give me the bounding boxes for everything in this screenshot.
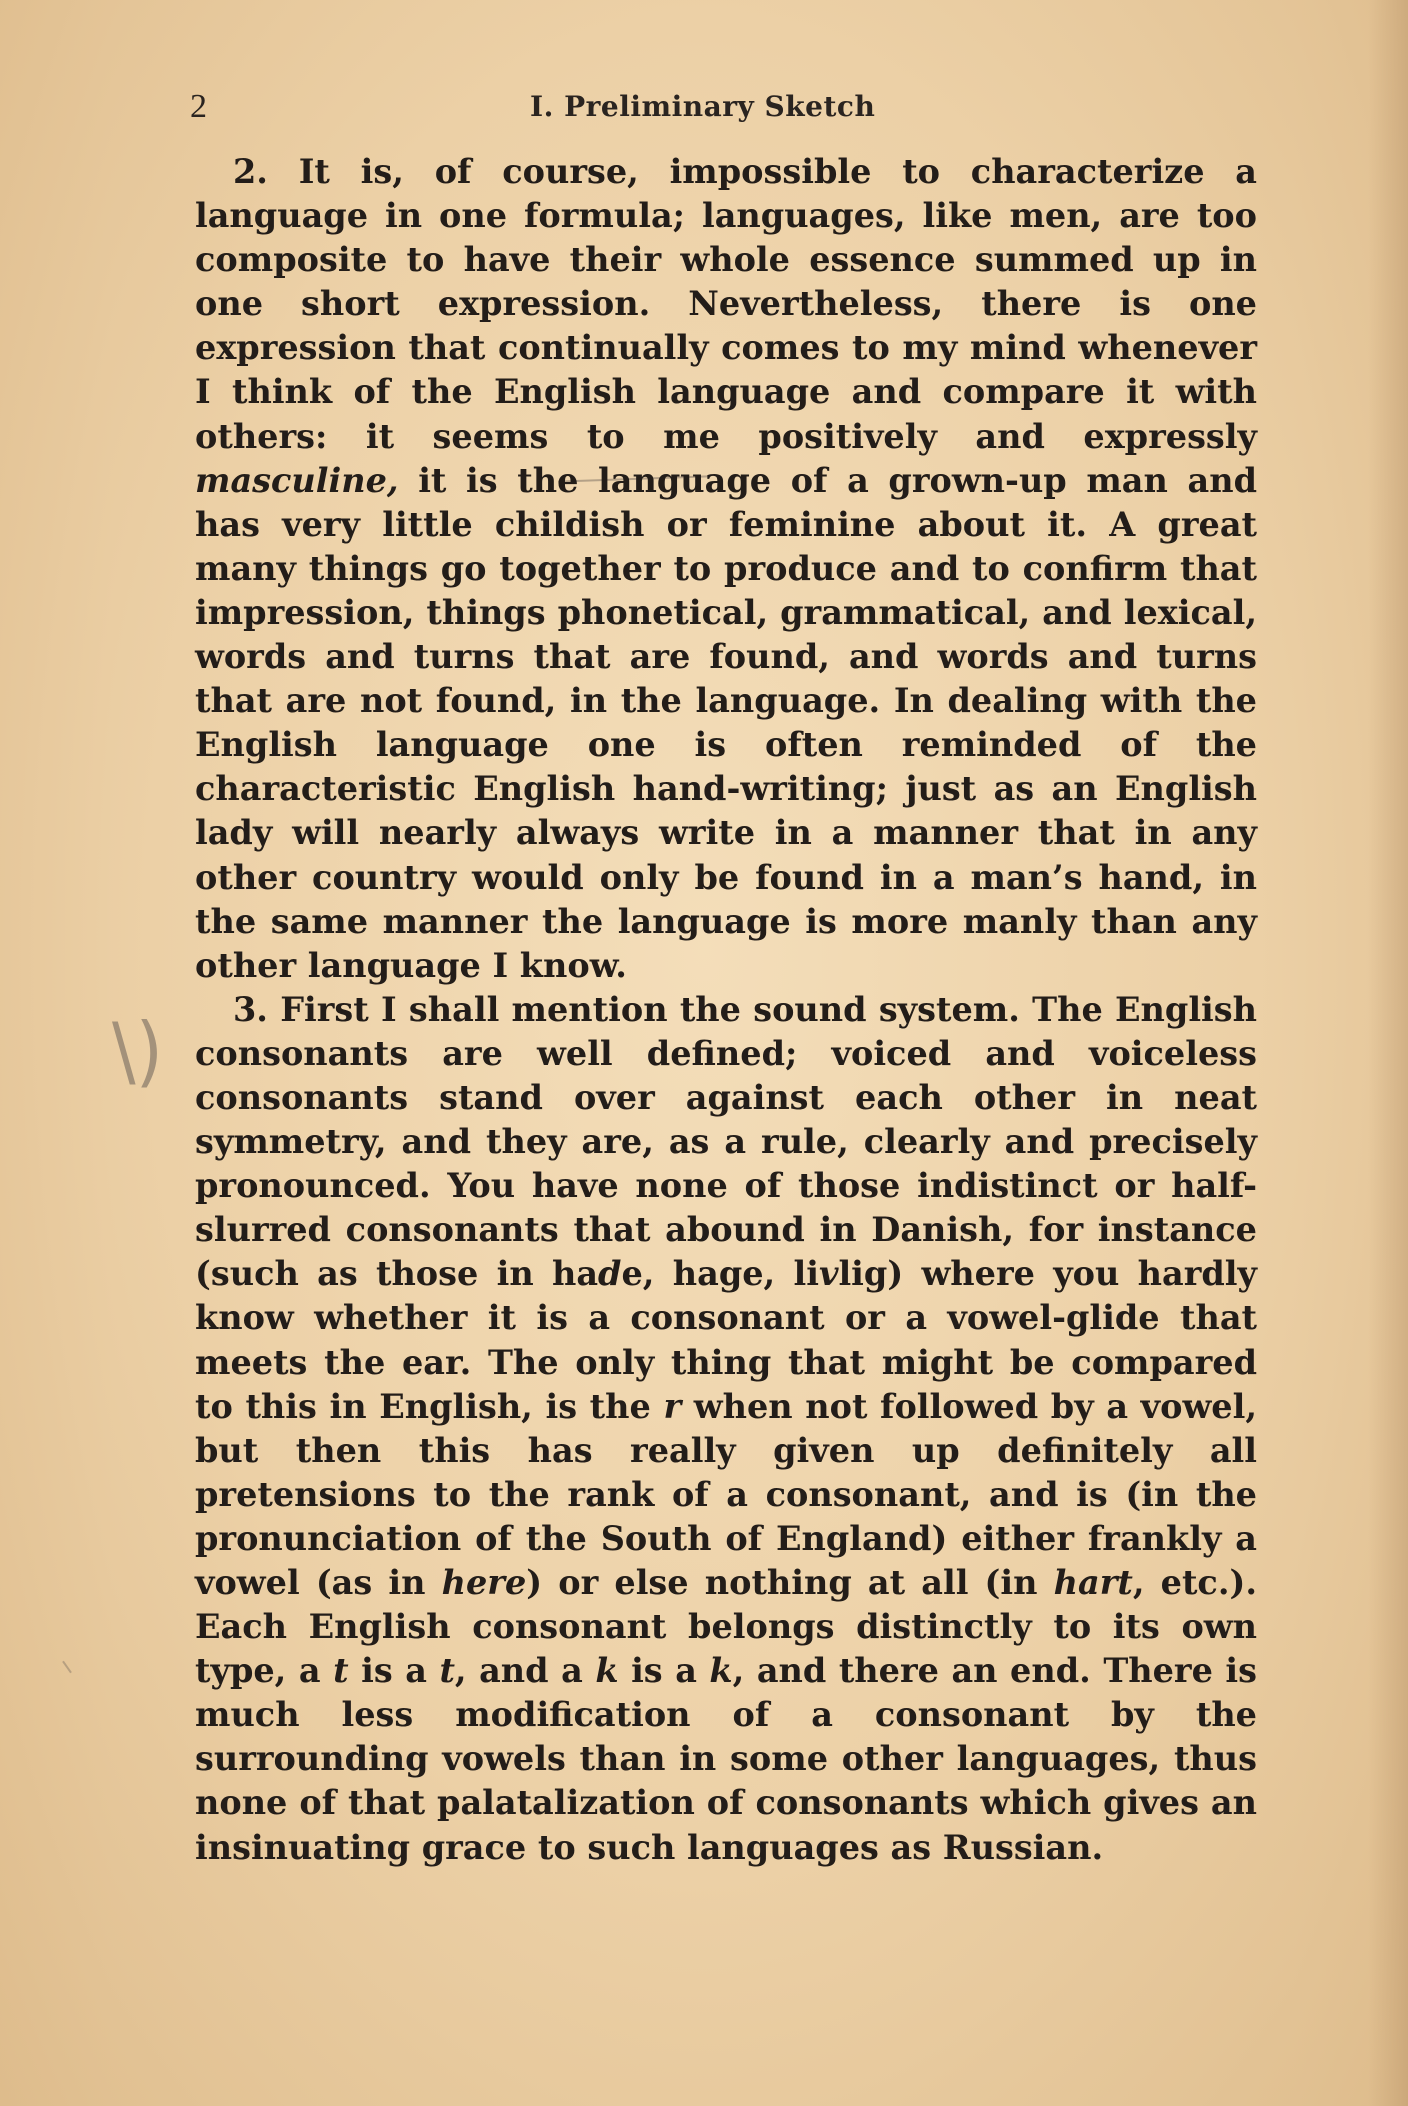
paragraph-text: First I shall mention the sound system. The English consonants are well defined; voiced and voiceless consonants stand over against each other in neat symmetry, and they are, as a rule, clearly and precisely pronounced. You have none of those indistinct or half-slurred consonants that abound in Danish, for instance (such as those in ha	[195, 989, 1257, 1294]
paragraph-text: It is, of course, impossible to characterize a language in one formula; languages, like men, are too composite to have their whole essence summed up in one short expression. Nevertheless, there is one expression that continually comes to my mind whenever I think of the English language and compare it with others: it seems to me positively and expressly	[195, 152, 1257, 456]
italic-letter: k	[709, 1651, 733, 1691]
paragraph-text: is a	[618, 1651, 710, 1691]
italic-word: masculine,	[195, 460, 399, 500]
paragraph-text: it is the language of a grown-up man and has very little childish or feminine about it. A great many things go together to produce and to confirm that impression, things phonetical, grammatical, and lexical, words and turns that are found, and words and turns that are not found, in the language. In dealing with the English language one is often reminded of the characteristic English hand-writing; just as an English lady will nearly always write in a manner that in any other country would only be found in a man’s hand, in the same manner the language is more manly than any other language I know.	[195, 460, 1257, 985]
italic-letter: t	[333, 1651, 349, 1691]
italic-letter: v	[818, 1254, 839, 1294]
paragraph-text: , etc.). Each English consonant belongs distinctly to its own type, a	[195, 1563, 1257, 1691]
paragraph-2	[195, 150, 1257, 988]
paragraph-text: when not followed by a vowel, but then this has really given up definitely all pretensions to the rank of a consonant, and is (in the pronunciation of the South of England) either frankly a vowel (as in	[195, 1386, 1258, 1602]
italic-letter: k	[595, 1651, 619, 1691]
paragraph-text: , and there an end. There is much less modification of a consonant by the surrounding vowels than in some other languages, thus none of that palatalization of consonants which gives an insinuating grace to such languages as Russian.	[195, 1651, 1257, 1867]
paragraph-text: e, hage, li	[621, 1254, 819, 1294]
paragraph-3	[195, 988, 1257, 1870]
page-number: 2	[190, 88, 207, 125]
italic-letter: r	[663, 1386, 682, 1426]
italic-word: hart	[1053, 1563, 1133, 1602]
italic-word: here	[441, 1563, 527, 1602]
italic-letter: d	[598, 1254, 622, 1294]
paragraph-text: , and a	[454, 1651, 596, 1691]
running-title: I. Preliminary Sketch	[530, 90, 876, 123]
paragraph-number: 2.	[233, 152, 268, 191]
paragraph-text: is a	[348, 1651, 440, 1691]
body-text	[195, 150, 1257, 1870]
running-head	[190, 88, 1250, 128]
paragraph-text: ) or else nothing at all (in	[526, 1563, 1054, 1602]
pencil-margin-mark: \)	[112, 1005, 163, 1097]
paragraph-number: 3.	[233, 989, 268, 1029]
pencil-tick-mark	[62, 1661, 72, 1674]
paragraph-text: lig) where you hardly know whether it is a consonant or a vowel-glide that meets the ear. The only thing that might be compared to this in English, is the	[195, 1254, 1257, 1426]
italic-letter: t	[439, 1651, 455, 1691]
